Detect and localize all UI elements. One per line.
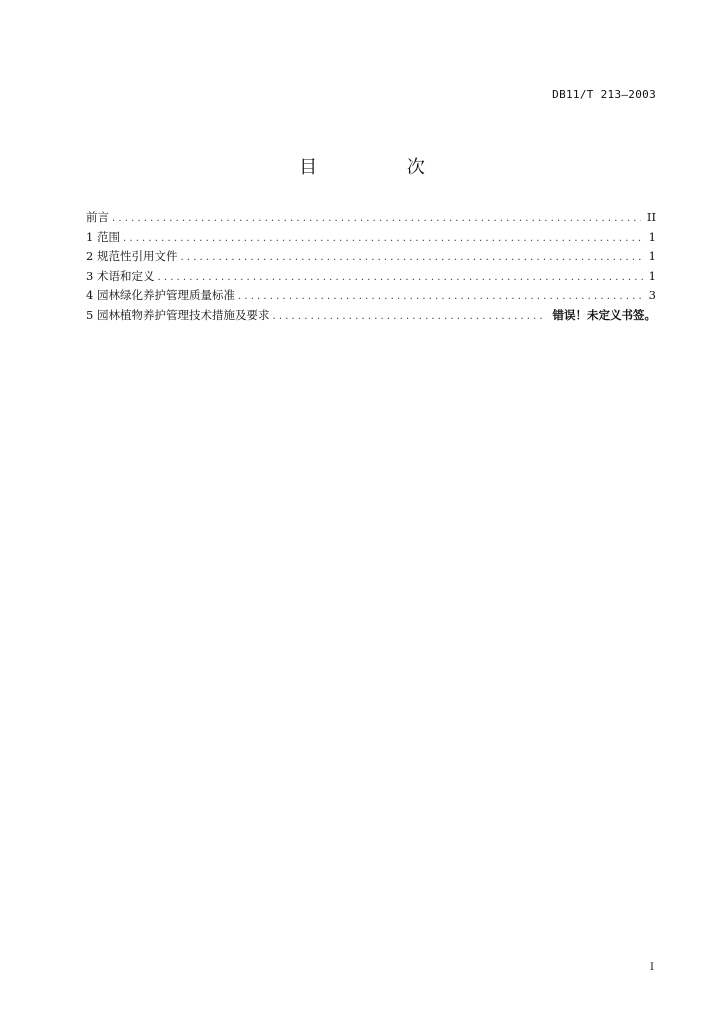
toc-entry-scope[interactable] [86,229,656,249]
toc-entry-label: 5 园林植物养护管理技术措施及要求 [86,307,270,322]
toc-entry-quality-standards[interactable] [86,287,656,307]
toc-entry-label: 1 范围 [86,229,120,244]
toc-entry-label: 2 规范性引用文件 [86,249,178,263]
toc-entry-page: II [646,210,656,224]
toc-entry-page-error: 错误！未定义书签。 [552,307,656,322]
toc-entry-label: 3 术语和定义 [86,268,155,283]
toc-leader-dots [112,213,641,224]
toc-leader-dots [157,272,642,283]
toc-entry-page: 1 [648,229,656,244]
table-of-contents [86,209,656,326]
toc-entry-label: 4 园林绿化养护管理质量标准 [86,288,235,302]
toc-entry-foreword[interactable] [86,209,656,229]
toc-leader-dots [272,311,546,322]
toc-entry-page: 1 [648,268,656,283]
toc-entry-page: 3 [648,288,656,302]
toc-entry-label: 前言 [86,210,109,224]
toc-entry-terms-definitions[interactable] [86,268,656,288]
toc-leader-dots [238,291,643,302]
page-title: 目 次 [299,157,467,178]
toc-entry-page: 1 [648,249,656,263]
page-number: I [650,962,654,973]
toc-entry-normative-references[interactable] [86,248,656,268]
toc-entry-technical-measures[interactable] [86,307,656,327]
toc-leader-dots [180,252,642,263]
toc-leader-dots [123,233,643,244]
standard-code: DB11/T 213—2003 [552,88,656,101]
